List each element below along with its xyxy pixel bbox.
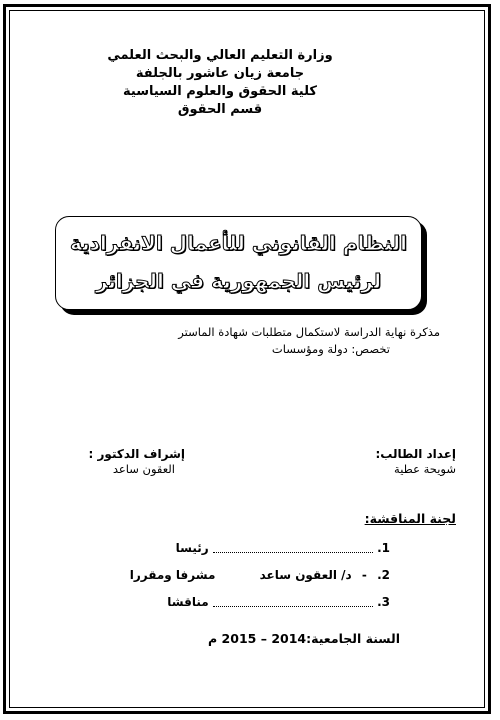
prepared-by-label: إعداد الطالب: [375, 447, 456, 461]
committee-member-1 [176, 541, 390, 555]
student-name: شويحة عطية [394, 462, 456, 476]
committee-member-2: 2. - د/ العقون ساعد مشرفا ومقررا [129, 568, 390, 582]
member-number: 3. [377, 595, 390, 609]
member-number: 2. [377, 568, 390, 582]
supervisor-name: العقون ساعد [112, 462, 175, 476]
ministry-name: وزارة التعليم العالي والبحث العلمي [107, 48, 333, 63]
institution-header [90, 47, 350, 119]
supervisor-label: إشراف الدكتور : [88, 447, 185, 461]
title-line-1: النظام القانوني للأعمال الانفرادية [69, 231, 408, 255]
title-box [55, 216, 422, 310]
name-blank [213, 598, 373, 607]
committee-label: لجنة المناقشة: [364, 511, 456, 526]
department-name: قسم الحقوق [177, 102, 263, 117]
faculty-name: كلية الحقوق والعلوم السياسية [123, 84, 317, 99]
name-blank [213, 544, 373, 553]
member-role: رئيسا [175, 541, 209, 555]
member-name: د/ العقون ساعد [259, 568, 352, 582]
committee-member-3 [167, 595, 390, 609]
university-name: جامعة زيان عاشور بالجلفة [135, 66, 305, 81]
member-role: مشرفا ومقررا [129, 568, 216, 582]
title-line-2: لرئيس الجمهورية في الجزائر [95, 269, 382, 293]
academic-year: السنة الجامعية:2014 – 2015 م [208, 631, 400, 646]
member-number: 1. [377, 541, 390, 555]
memo-description: مذكرة نهاية الدراسة لاستكمال متطلبات شهادة الماستر [178, 325, 440, 339]
specialization: تخصص: دولة ومؤسسات [271, 342, 390, 356]
member-role: مناقشا [167, 595, 209, 609]
